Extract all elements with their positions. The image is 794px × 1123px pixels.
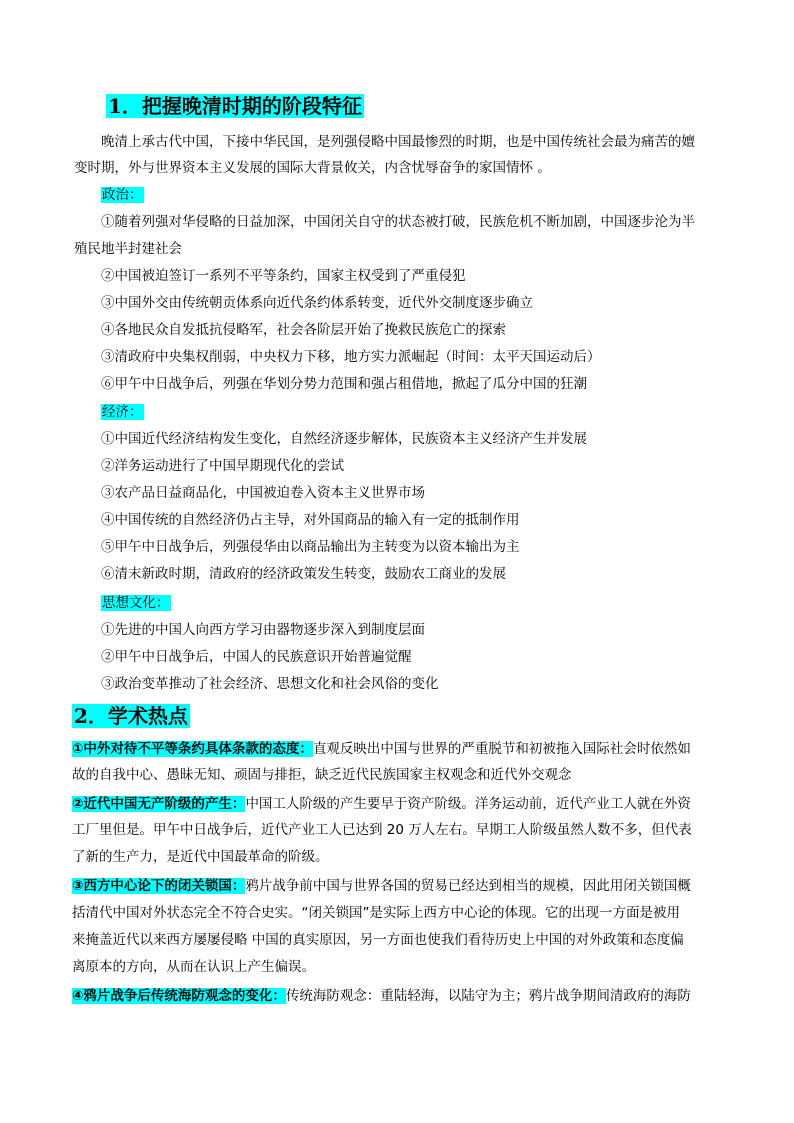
point4-line-1 [72,986,691,1006]
point2-line-3: 了新的生产力，是近代中国最革命的阶级。 [72,849,329,865]
point3-text-1: 鸦片战争前中国与世界各国的贸易已经达到相当的规模，因此用闭关锁国概 [245,878,691,894]
politics-item-4: ④各地民众自发抵抗侵略军，社会各阶层开始了挽救民族危亡的探索 [101,322,506,338]
economy-item-1: ①中国近代经济结构发生变化，自然经济逐步解体，民族资本主义经济产生并发展 [101,431,587,447]
section1-heading [106,93,364,119]
point3-line-3: 来掩盖近代以来西方屡屡侵略 中国的真实原因，另一方面也使我们看待历史上中国的对外政策和态度偏 [72,932,684,948]
point3-line-1 [72,876,691,896]
economy-item-3: ③农产品日益商品化，中国被迫卷入资本主义世界市场 [101,485,425,501]
point1-text-1: 直观反映出中国与世界的严重脱节和初被拖入国际社会时依然如 [312,741,691,757]
point3-line-2: 括清代中国对外状态完全不符合史实。“闭关锁国”是实际上西方中心论的体现。它的出现一方面是被用 [72,905,680,921]
section1-heading-text: 1．把握晚清时期的阶段特征 [108,94,362,118]
politics-item-1a: ①随着列强对华侵略的日益加深，中国闭关自守的状态被打破，民族危机不断加剧，中国逐步沦为半 [101,214,695,230]
point2-text-1: 中国工人阶级的产生要早于资产阶级。洋务运动前，近代产业工人就在外资 [245,796,691,812]
economy-item-5: ⑤甲午中日战争后，列强侵华由以商品输出为主转变为以资本输出为主 [101,539,520,555]
point3-line-4: 离原本的方向，从而在认识上产生偏误。 [72,959,315,975]
point4-title: ④鸦片战争后传统海防观念的变化： [72,988,286,1004]
point1-title: ①中外对待不平等条约具体条款的态度： [72,741,313,757]
economy-item-4: ④中国传统的自然经济仍占主导，对外国商品的输入有一定的抵制作用 [101,512,520,528]
point1-line-2: 故的自我中心、愚昧无知、顽固与排拒，缺乏近代民族国家主权观念和近代外交观念 [72,767,572,783]
politics-label: 政治： [102,187,143,203]
politics-item-1b: 殖民地半封建社会 [74,241,182,257]
section2-heading-text: 2．学术热点 [74,704,188,728]
politics-item-6: ⑥甲午中日战争后，列强在华划分势力范围和强占租借地，掀起了瓜分中国的狂潮 [101,376,587,392]
culture-label: 思想文化： [102,595,170,611]
culture-item-3: ③政治变革推动了社会经济、思想文化和社会风俗的变化 [101,676,439,692]
point1-line-1 [72,739,691,759]
point2-line-2: 工厂里但是。甲午中日战争后，近代产业工人已达到 20 万人左右。早期工人阶级虽然人数不多，但代表 [72,822,692,838]
point4-text-1: 传统海防观念：重陆轻海，以陆守为主；鸦片战争期间清政府的海防 [285,988,691,1004]
economy-label: 经济： [102,404,143,420]
point3-title: ③西方中心论下的闭关锁国： [72,878,246,894]
economy-item-6: ⑥清末新政时期，清政府的经济政策发生转变，鼓励农工商业的发展 [101,566,506,582]
intro-line-1: 晚清上承古代中国，下接中华民国，是列强侵略中国最惨烈的时期，也是中国传统社会最为痛苦的嬗 [101,134,695,150]
culture-item-1: ①先进的中国人向西方学习由器物逐步深入到制度层面 [101,622,425,638]
section2-heading [72,703,190,729]
culture-item-2: ②甲午中日战争后，中国人的民族意识开始普遍觉醒 [101,649,412,665]
politics-item-2: ②中国被迫签订一系列不平等条约，国家主权受到了严重侵犯 [101,268,466,284]
economy-item-2: ②洋务运动进行了中国早期现代化的尝试 [101,458,344,474]
intro-line-2: 变时期，外与世界资本主义发展的国际大背景攸关，内含忧辱奋争的家国情怀 。 [74,160,551,176]
point2-line-1 [72,794,691,814]
point2-title: ②近代中国无产阶级的产生： [72,796,246,812]
politics-item-5: ③清政府中央集权削弱，中央权力下移，地方实力派崛起（时间：太平天国运动后） [101,349,601,365]
politics-item-3: ③中国外交由传统朝贡体系向近代条约体系转变，近代外交制度逐步确立 [101,295,533,311]
